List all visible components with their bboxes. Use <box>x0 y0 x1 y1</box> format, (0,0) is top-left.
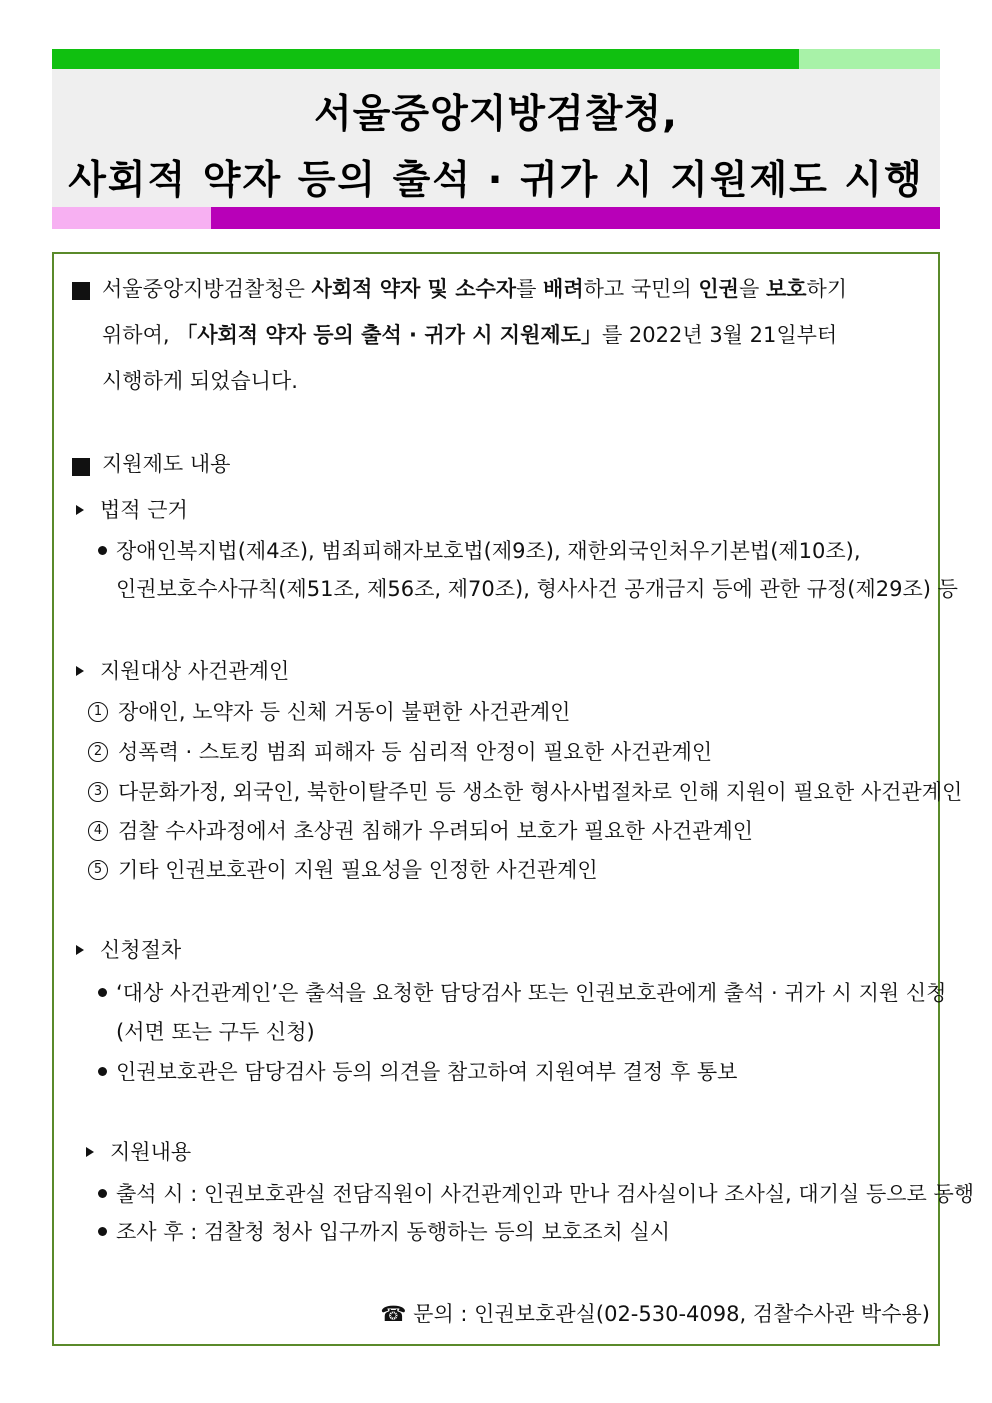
intro-text: 서울중앙지방검찰청은 <box>102 277 312 301</box>
target-item-1: 장애인, 노약자 등 신체 거동이 불편한 사건관계인 <box>118 700 571 724</box>
target-item-5: 기타 인권보호관이 지원 필요성을 인정한 사건관계인 <box>118 858 598 882</box>
intro-bold: 배려 <box>543 277 584 301</box>
content-box <box>52 252 975 1346</box>
dot-bullet-icon <box>98 1227 107 1236</box>
intro-line-1 <box>102 274 847 304</box>
phone-icon: ☎ <box>380 1302 407 1326</box>
top-bar-green <box>52 49 799 69</box>
circled-number: 2 <box>88 742 108 762</box>
procedure-item-1-line-2: (서면 또는 구두 신청) <box>116 1020 315 1044</box>
triangle-bullet-icon <box>86 1147 94 1157</box>
intro-text: 를 2022년 3월 21일부터 <box>601 323 838 347</box>
intro-bold: 보호 <box>765 277 807 301</box>
dot-bullet-icon <box>98 988 107 997</box>
title-line-2: 사회적 약자 등의 출석 · 귀가 시 지원제도 시행 <box>68 158 924 203</box>
circled-number: 1 <box>88 702 108 722</box>
intro-text: 위하여, <box>102 323 177 347</box>
targets-heading: 지원대상 사건관계인 <box>100 659 290 683</box>
support-item-1: 출석 시 : 인권보호관실 전담직원이 사건관계인과 만나 검사실이나 조사실, 대기실 등으로 동행 <box>116 1182 975 1206</box>
intro-bold: 사회적 약자 및 소수자 <box>311 277 517 301</box>
support-heading: 지원내용 <box>110 1140 192 1164</box>
intro-bold: 인권 <box>698 277 739 301</box>
intro-text: 을 <box>738 277 766 301</box>
square-bullet-icon <box>72 458 90 476</box>
bottom-bar-pink <box>52 207 211 229</box>
legal-line-1: 장애인복지법(제4조), 범죄피해자보호법(제9조), 재한외국인처우기본법(제10조), <box>116 539 861 563</box>
legal-line-2: 인권보호수사규칙(제51조, 제56조, 제70조), 형사사건 공개금지 등에 관한 규정(제29조) 등 <box>116 577 958 601</box>
dot-bullet-icon <box>98 546 107 555</box>
section-heading: 지원제도 내용 <box>102 452 231 476</box>
top-bar-light-green <box>799 49 940 69</box>
dot-bullet-icon <box>98 1189 107 1198</box>
target-item-2: 성폭력 · 스토킹 범죄 피해자 등 심리적 안정이 필요한 사건관계인 <box>118 740 713 764</box>
intro-text: 하고 국민의 <box>583 277 699 301</box>
target-item-4: 검찰 수사과정에서 초상권 침해가 우려되어 보호가 필요한 사건관계인 <box>118 819 754 843</box>
bottom-color-bar <box>52 207 940 229</box>
triangle-bullet-icon <box>76 666 84 676</box>
contact-line <box>380 1299 930 1329</box>
legal-heading: 법적 근거 <box>100 498 188 522</box>
title-line-1: 서울중앙지방검찰청, <box>314 92 678 137</box>
intro-line-2 <box>102 320 837 350</box>
contact-text: 문의 : 인권보호관실(02-530-4098, 검찰수사관 박수용) <box>413 1302 930 1326</box>
intro-text: 를 <box>516 277 544 301</box>
triangle-bullet-icon <box>76 945 84 955</box>
procedure-item-2: 인권보호관은 담당검사 등의 의견을 참고하여 지원여부 결정 후 통보 <box>116 1060 738 1084</box>
dot-bullet-icon <box>98 1067 107 1076</box>
intro-line-3: 시행하게 되었습니다. <box>102 369 298 393</box>
support-item-2: 조사 후 : 검찰청 청사 입구까지 동행하는 등의 보호조치 실시 <box>116 1220 671 1244</box>
circled-number: 3 <box>88 782 108 802</box>
circled-number: 4 <box>88 821 108 841</box>
procedure-item-1-line-1: ‘대상 사건관계인’은 출석을 요청한 담당검사 또는 인권보호관에게 출석 · 귀가 시 지원 신청 <box>116 981 947 1005</box>
intro-bold: 「사회적 약자 등의 출석 · 귀가 시 지원제도」 <box>176 323 602 347</box>
square-bullet-icon <box>72 282 90 300</box>
procedure-heading: 신청절차 <box>100 938 182 962</box>
intro-text: 하기 <box>806 277 848 301</box>
triangle-bullet-icon <box>76 505 84 515</box>
bottom-bar-purple <box>211 207 940 229</box>
top-color-bar <box>52 49 940 69</box>
title-box <box>52 69 940 207</box>
target-item-3: 다문화가정, 외국인, 북한이탈주민 등 생소한 형사사법절차로 인해 지원이 필요한 사건관계인 <box>118 780 963 804</box>
circled-number: 5 <box>88 860 108 880</box>
